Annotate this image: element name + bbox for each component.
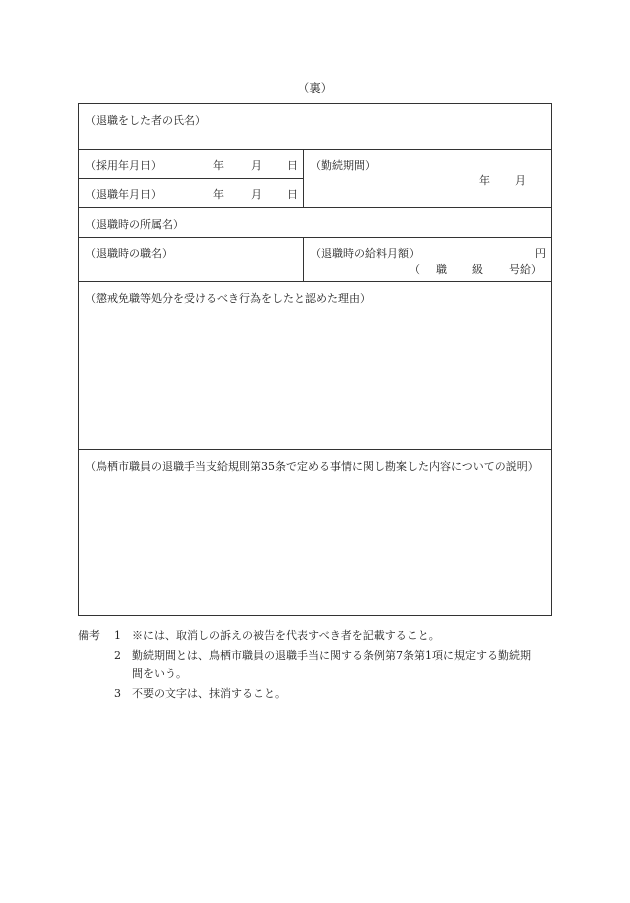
row-job-salary (79, 238, 551, 282)
hire-retire-divider (79, 178, 303, 179)
retire-date-label: （退職年月日） (85, 188, 162, 201)
note-1-number: 1 (114, 629, 121, 642)
row-explanation (79, 450, 551, 617)
row-reason (79, 282, 551, 450)
note-2-text: 勤続期間とは、鳥栖市職員の退職手当に関する条例第7条第1項に規定する勤続期 (132, 649, 531, 662)
salary-label: （退職時の給料月額） (310, 247, 420, 260)
class-unit: 級 (472, 263, 483, 276)
yen-unit: 円 (535, 247, 546, 260)
note-1-text: ※には、取消しの訴えの被告を代表すべき者を記載すること。 (132, 629, 440, 642)
job-title-label: （退職時の職名） (85, 247, 173, 260)
page-title: （裏） (297, 81, 333, 95)
hire-month-unit: 月 (251, 159, 262, 172)
row-affiliation (79, 208, 551, 238)
step-unit: 号給） (509, 263, 542, 276)
service-year-unit: 年 (479, 174, 490, 187)
retire-month-unit: 月 (251, 188, 262, 201)
retire-year-unit: 年 (213, 188, 224, 201)
note-2-text-continued: 間をいう。 (132, 667, 187, 680)
dates-divider (303, 150, 304, 208)
retiree-name-label: （退職をした者の氏名） (85, 114, 206, 127)
grade-unit: 職 (436, 263, 447, 276)
retirement-form (78, 103, 552, 616)
hire-year-unit: 年 (213, 159, 224, 172)
hire-day-unit: 日 (287, 159, 298, 172)
notes-heading: 備考 (78, 629, 100, 642)
service-month-unit: 月 (515, 174, 526, 187)
row-retiree-name (79, 104, 551, 150)
row-dates (79, 150, 551, 208)
service-period-label: （勤続期間） (310, 159, 376, 172)
reason-label: （懲戒免職等処分を受けるべき行為をしたと認めた理由） (85, 292, 371, 305)
explanation-label: （鳥栖市職員の退職手当支給規則第35条で定める事情に関し勘案した内容についての説明） (85, 460, 539, 473)
hire-date-label: （採用年月日） (85, 159, 162, 172)
note-3-text: 不要の文字は、抹消すること。 (132, 687, 286, 700)
retire-day-unit: 日 (287, 188, 298, 201)
grade-open-paren: （ (409, 263, 420, 276)
affiliation-label: （退職時の所属名） (85, 218, 184, 231)
note-2-number: 2 (114, 649, 121, 662)
job-salary-divider (303, 238, 304, 282)
note-3-number: 3 (114, 687, 121, 700)
